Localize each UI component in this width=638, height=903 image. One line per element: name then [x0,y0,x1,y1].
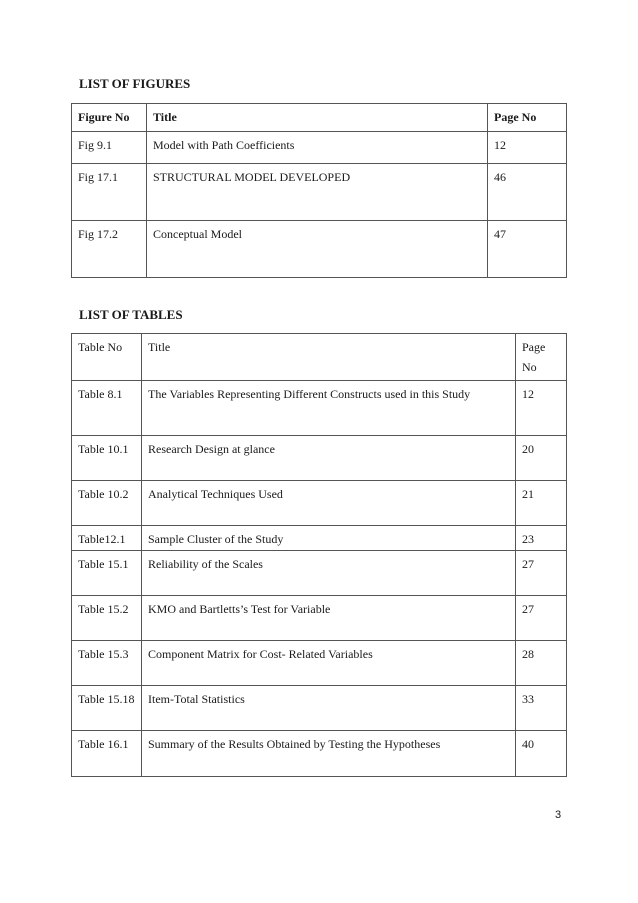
table-title: Analytical Techniques Used [142,481,516,526]
table-title: The Variables Representing Different Constructs used in this Study [142,381,516,436]
figures-heading: LIST OF FIGURES [79,76,191,91]
table-row [72,641,567,686]
table-page: 40 [516,731,567,777]
figure-title: STRUCTURAL MODEL DEVELOPED [147,164,488,221]
figure-row [72,164,567,221]
table-number: Table 15.2 [72,596,142,641]
table-row [72,436,567,481]
table-title: Summary of the Results Obtained by Testing the Hypotheses [142,731,516,777]
figure-title: Conceptual Model [147,221,488,278]
table-row [72,551,567,596]
table-title: Component Matrix for Cost- Related Variables [142,641,516,686]
table-page: 28 [516,641,567,686]
figure-row [72,132,567,164]
figure-number: Fig 9.1 [72,132,147,164]
table-page: 20 [516,436,567,481]
table-title: Research Design at glance [142,436,516,481]
figures-header-row [72,104,567,132]
table-page: 21 [516,481,567,526]
table-row [72,686,567,731]
table-page: 27 [516,551,567,596]
figures-header-number: Figure No [72,104,147,132]
figures-header-title: Title [147,104,488,132]
tables-header-title: Title [142,334,516,381]
table-page: 33 [516,686,567,731]
figure-number: Fig 17.1 [72,164,147,221]
table-row [72,596,567,641]
table-page: 27 [516,596,567,641]
table-number: Table 10.2 [72,481,142,526]
tables-header-number: Table No [72,334,142,381]
table-number: Table 8.1 [72,381,142,436]
table-page: 12 [516,381,567,436]
figure-page: 47 [488,221,567,278]
figure-title: Model with Path Coefficients [147,132,488,164]
tables-header-row [72,334,567,381]
figure-page: 46 [488,164,567,221]
table-number: Table 15.1 [72,551,142,596]
table-title: Reliability of the Scales [142,551,516,596]
figure-number: Fig 17.2 [72,221,147,278]
figures-table [71,103,567,278]
figure-row [72,221,567,278]
page-number: 3 [555,809,562,821]
table-row [72,481,567,526]
figures-header-page: Page No [488,104,567,132]
tables-heading: LIST OF TABLES [79,307,183,322]
tables-header-page: Page No [516,334,567,381]
table-number: Table12.1 [72,526,142,551]
table-number: Table 15.18 [72,686,142,731]
table-title: Sample Cluster of the Study [142,526,516,551]
table-number: Table 15.3 [72,641,142,686]
table-row [72,526,567,551]
table-title: KMO and Bartletts’s Test for Variable [142,596,516,641]
table-page: 23 [516,526,567,551]
figure-page: 12 [488,132,567,164]
table-title: Item-Total Statistics [142,686,516,731]
tables-table [71,333,567,777]
table-number: Table 16.1 [72,731,142,777]
table-number: Table 10.1 [72,436,142,481]
table-row [72,381,567,436]
table-row [72,731,567,777]
